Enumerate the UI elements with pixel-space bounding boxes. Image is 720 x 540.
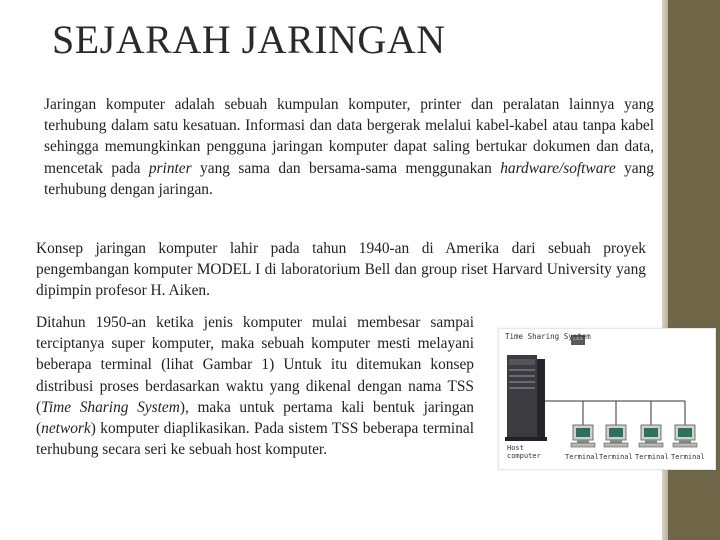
terminal-icon (673, 425, 697, 447)
slide-title: SEJARAH JARINGAN (52, 17, 446, 62)
terminal-label-3: Terminal (635, 453, 669, 461)
paragraph-definition-text-a: Jaringan komputer adalah sebuah kumpulan komputer, printer dan peralatan lainnya yang terhubung dalam satu kesatuan. Informasi dan data bergerak melalui kabel-kabel atau tanpa kabel sehingga memungkinkan pengguna jaringan komputer dapat saling bertukar dokumen dan data, mencetak pada (44, 96, 654, 177)
figure-title: Time Sharing System (505, 332, 591, 341)
tss-figure (498, 328, 716, 470)
paragraph-history-1950 (36, 312, 474, 460)
paragraph-history-1950-text-b: ), maka untuk pertama kali bentuk jaringan ( (36, 398, 474, 438)
paragraph-definition-text-b: yang sama dan bersama-sama menggunakan (191, 159, 501, 177)
terminal-icon (604, 425, 628, 447)
host-computer-label: Host computer (507, 444, 541, 460)
paragraph-history-1950-text-a: Ditahun 1950-an ketika jenis komputer mulai membesar sampai terciptanya super komputer, maka sebuah komputer mesti melayani beberapa terminal (lihat Gambar 1) Untuk itu ditemukan konsep distribusi proses berdasarkan waktu yang dikenal dengan nama TSS ( (36, 314, 474, 416)
paragraph-history-1950-text-c: ) komputer diaplikasikan. Pada sistem TSS beberapa terminal terhubung secara seri ke sebuah host komputer. (36, 420, 474, 459)
paragraph-history-1950-italic-tss: Time Sharing System (41, 398, 180, 416)
paragraph-definition-text-c: yang terhubung dengan jaringan. (44, 159, 655, 198)
terminal-icon (571, 425, 595, 447)
paragraph-history-1940: Konsep jaringan komputer lahir pada tahun 1940-an di Amerika dari sebuah proyek pengembangan komputer MODEL I di laboratorium Bell dan group riset Harvard University yang dipimpin profesor H. Aiken. (36, 240, 646, 300)
paragraph-definition-italic-hardware: hardware/software (500, 159, 616, 177)
terminal-label-2: Terminal (599, 453, 633, 461)
paragraph-history-1950-italic-network: network (41, 420, 91, 438)
paragraph-definition (44, 94, 654, 200)
host-computer-icon (505, 355, 547, 441)
terminal-label-4: Terminal (671, 453, 705, 461)
paragraph-definition-italic-printer: printer (148, 159, 192, 177)
terminal-icon (639, 425, 663, 447)
terminal-label-1: Terminal (565, 453, 599, 461)
